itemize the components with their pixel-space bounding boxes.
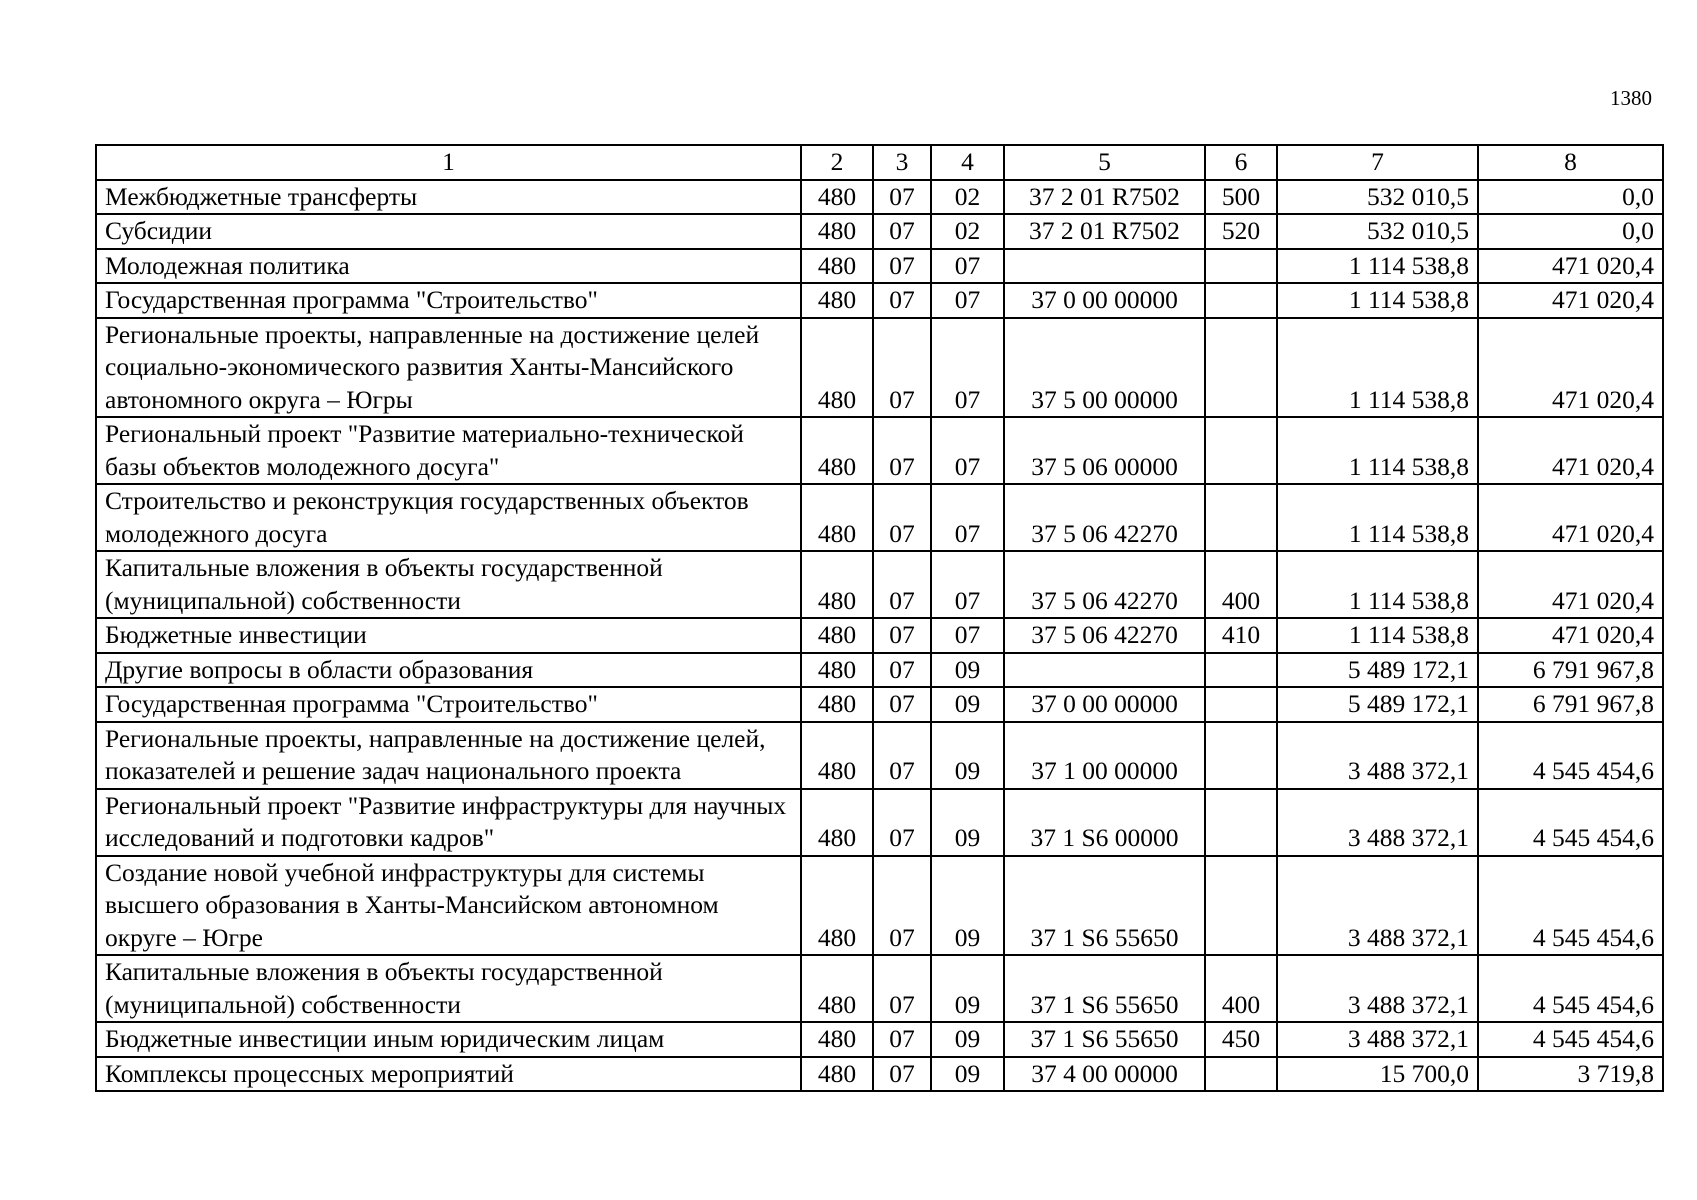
- cell-col6: [1205, 653, 1277, 688]
- table-row: [96, 722, 1663, 789]
- cell-col2: 480: [801, 856, 873, 956]
- cell-col3: 07: [873, 484, 931, 551]
- table-body: [96, 145, 1663, 1091]
- cell-col4: 07: [931, 417, 1004, 484]
- cell-col7: 5 489 172,1: [1277, 687, 1478, 722]
- cell-col4: 07: [931, 618, 1004, 653]
- cell-col3: 07: [873, 653, 931, 688]
- cell-col2: 480: [801, 955, 873, 1022]
- cell-col7: 5 489 172,1: [1277, 653, 1478, 688]
- cell-name: Субсидии: [96, 214, 801, 249]
- cell-col3: 07: [873, 687, 931, 722]
- cell-col6: 400: [1205, 551, 1277, 618]
- cell-col5: 37 2 01 R7502: [1004, 214, 1205, 249]
- cell-col7: 3 488 372,1: [1277, 1022, 1478, 1057]
- cell-name: Бюджетные инвестиции: [96, 618, 801, 653]
- page-number: 1380: [1610, 86, 1652, 110]
- cell-col3: 07: [873, 318, 931, 418]
- table-row: [96, 551, 1663, 618]
- table-row: [96, 484, 1663, 551]
- table-row: [96, 1057, 1663, 1092]
- cell-col7: 3 488 372,1: [1277, 955, 1478, 1022]
- cell-col8: 6 791 967,8: [1478, 653, 1663, 688]
- cell-col4: 02: [931, 214, 1004, 249]
- table-row: [96, 618, 1663, 653]
- cell-col7: 15 700,0: [1277, 1057, 1478, 1092]
- cell-col3: 07: [873, 1057, 931, 1092]
- table-row: [96, 417, 1663, 484]
- cell-col5: 37 4 00 00000: [1004, 1057, 1205, 1092]
- cell-col2: 480: [801, 1057, 873, 1092]
- cell-col8: 4 545 454,6: [1478, 1022, 1663, 1057]
- cell-col2: 480: [801, 318, 873, 418]
- header-cell-6: 6: [1205, 145, 1277, 180]
- cell-col3: 07: [873, 417, 931, 484]
- cell-col5: 37 1 00 00000: [1004, 722, 1205, 789]
- cell-col4: 07: [931, 283, 1004, 318]
- cell-col6: 520: [1205, 214, 1277, 249]
- cell-col2: 480: [801, 249, 873, 284]
- cell-col6: [1205, 722, 1277, 789]
- cell-col3: 07: [873, 856, 931, 956]
- cell-col4: 07: [931, 249, 1004, 284]
- cell-col4: 09: [931, 789, 1004, 856]
- cell-name: Бюджетные инвестиции иным юридическим лицам: [96, 1022, 801, 1057]
- cell-col5: [1004, 249, 1205, 284]
- cell-col4: 02: [931, 180, 1004, 215]
- cell-name: Молодежная политика: [96, 249, 801, 284]
- cell-col5: 37 5 06 42270: [1004, 484, 1205, 551]
- cell-col7: 532 010,5: [1277, 214, 1478, 249]
- cell-col5: 37 5 00 00000: [1004, 318, 1205, 418]
- cell-col5: 37 1 S6 55650: [1004, 1022, 1205, 1057]
- table-row: [96, 1022, 1663, 1057]
- cell-col2: 480: [801, 618, 873, 653]
- cell-col7: 1 114 538,8: [1277, 618, 1478, 653]
- cell-col2: 480: [801, 180, 873, 215]
- cell-col5: [1004, 653, 1205, 688]
- cell-col2: 480: [801, 653, 873, 688]
- table-row: [96, 180, 1663, 215]
- cell-col5: 37 1 S6 00000: [1004, 789, 1205, 856]
- cell-col8: 471 020,4: [1478, 283, 1663, 318]
- cell-col6: [1205, 856, 1277, 956]
- cell-col6: [1205, 687, 1277, 722]
- cell-col7: 1 114 538,8: [1277, 249, 1478, 284]
- cell-col4: 07: [931, 484, 1004, 551]
- cell-col2: 480: [801, 484, 873, 551]
- cell-col4: 09: [931, 687, 1004, 722]
- cell-name: Капитальные вложения в объекты государственной (муниципальной) собственности: [96, 551, 801, 618]
- cell-col3: 07: [873, 618, 931, 653]
- table-row: [96, 856, 1663, 956]
- cell-name: Другие вопросы в области образования: [96, 653, 801, 688]
- header-cell-4: 4: [931, 145, 1004, 180]
- cell-col6: [1205, 484, 1277, 551]
- cell-col4: 09: [931, 1057, 1004, 1092]
- cell-col8: 6 791 967,8: [1478, 687, 1663, 722]
- cell-col3: 07: [873, 551, 931, 618]
- cell-col6: 500: [1205, 180, 1277, 215]
- cell-col3: 07: [873, 955, 931, 1022]
- cell-col5: 37 2 01 R7502: [1004, 180, 1205, 215]
- cell-name: Строительство и реконструкция государственных объектов молодежного досуга: [96, 484, 801, 551]
- cell-col4: 07: [931, 551, 1004, 618]
- cell-col7: 3 488 372,1: [1277, 856, 1478, 956]
- cell-col8: 471 020,4: [1478, 551, 1663, 618]
- header-cell-8: 8: [1478, 145, 1663, 180]
- header-cell-7: 7: [1277, 145, 1478, 180]
- cell-col8: 3 719,8: [1478, 1057, 1663, 1092]
- table-row: [96, 653, 1663, 688]
- cell-col2: 480: [801, 283, 873, 318]
- cell-col8: 0,0: [1478, 180, 1663, 215]
- cell-col4: 09: [931, 856, 1004, 956]
- table-row: [96, 955, 1663, 1022]
- cell-col5: 37 5 06 42270: [1004, 551, 1205, 618]
- cell-col2: 480: [801, 417, 873, 484]
- cell-col8: 4 545 454,6: [1478, 856, 1663, 956]
- table-row: [96, 283, 1663, 318]
- cell-col2: 480: [801, 551, 873, 618]
- cell-name: Создание новой учебной инфраструктуры для системы высшего образования в Ханты-Мансийском автономном округе – Югре: [96, 856, 801, 956]
- table-row: [96, 249, 1663, 284]
- cell-col8: 4 545 454,6: [1478, 789, 1663, 856]
- header-cell-5: 5: [1004, 145, 1205, 180]
- cell-col7: 3 488 372,1: [1277, 789, 1478, 856]
- cell-col6: 410: [1205, 618, 1277, 653]
- cell-col6: 400: [1205, 955, 1277, 1022]
- cell-col6: [1205, 789, 1277, 856]
- cell-col6: [1205, 283, 1277, 318]
- cell-col3: 07: [873, 283, 931, 318]
- cell-col4: 09: [931, 955, 1004, 1022]
- cell-name: Государственная программа "Строительство": [96, 687, 801, 722]
- table-row: [96, 789, 1663, 856]
- cell-col3: 07: [873, 789, 931, 856]
- header-cell-3: 3: [873, 145, 931, 180]
- cell-col6: [1205, 249, 1277, 284]
- cell-name: Региональный проект "Развитие материально-технической базы объектов молодежного досуга": [96, 417, 801, 484]
- cell-col5: 37 1 S6 55650: [1004, 856, 1205, 956]
- cell-name: Региональные проекты, направленные на достижение целей социально-экономического развития Ханты-Мансийского автономного округа – Югры: [96, 318, 801, 418]
- cell-col4: 09: [931, 722, 1004, 789]
- cell-col8: 4 545 454,6: [1478, 955, 1663, 1022]
- cell-col2: 480: [801, 789, 873, 856]
- cell-col3: 07: [873, 1022, 931, 1057]
- cell-col3: 07: [873, 180, 931, 215]
- cell-col2: 480: [801, 1022, 873, 1057]
- cell-col3: 07: [873, 722, 931, 789]
- cell-col5: 37 1 S6 55650: [1004, 955, 1205, 1022]
- cell-col5: 37 5 06 00000: [1004, 417, 1205, 484]
- header-cell-1: 1: [96, 145, 801, 180]
- table-row: [96, 318, 1663, 418]
- cell-col6: [1205, 318, 1277, 418]
- header-cell-2: 2: [801, 145, 873, 180]
- cell-col4: 07: [931, 318, 1004, 418]
- cell-name: Региональный проект "Развитие инфраструктуры для научных исследований и подготовки кадров": [96, 789, 801, 856]
- cell-col7: 1 114 538,8: [1277, 318, 1478, 418]
- cell-col3: 07: [873, 214, 931, 249]
- cell-col8: 471 020,4: [1478, 618, 1663, 653]
- cell-col7: 1 114 538,8: [1277, 551, 1478, 618]
- cell-col8: 471 020,4: [1478, 249, 1663, 284]
- cell-col7: 532 010,5: [1277, 180, 1478, 215]
- cell-col3: 07: [873, 249, 931, 284]
- cell-col4: 09: [931, 1022, 1004, 1057]
- cell-name: Межбюджетные трансферты: [96, 180, 801, 215]
- cell-col2: 480: [801, 687, 873, 722]
- cell-name: Государственная программа "Строительство": [96, 283, 801, 318]
- cell-col8: 471 020,4: [1478, 484, 1663, 551]
- cell-col7: 1 114 538,8: [1277, 417, 1478, 484]
- cell-col7: 1 114 538,8: [1277, 484, 1478, 551]
- cell-col8: 0,0: [1478, 214, 1663, 249]
- cell-col7: 1 114 538,8: [1277, 283, 1478, 318]
- cell-name: Региональные проекты, направленные на достижение целей, показателей и решение задач национального проекта: [96, 722, 801, 789]
- cell-name: Капитальные вложения в объекты государственной (муниципальной) собственности: [96, 955, 801, 1022]
- cell-col8: 471 020,4: [1478, 318, 1663, 418]
- cell-col8: 4 545 454,6: [1478, 722, 1663, 789]
- budget-table: [95, 144, 1664, 1092]
- cell-col5: 37 0 00 00000: [1004, 283, 1205, 318]
- cell-col5: 37 0 00 00000: [1004, 687, 1205, 722]
- table-row: [96, 687, 1663, 722]
- cell-col6: 450: [1205, 1022, 1277, 1057]
- cell-col5: 37 5 06 42270: [1004, 618, 1205, 653]
- cell-col2: 480: [801, 214, 873, 249]
- header-row: [96, 145, 1663, 180]
- cell-col7: 3 488 372,1: [1277, 722, 1478, 789]
- cell-col4: 09: [931, 653, 1004, 688]
- cell-col6: [1205, 1057, 1277, 1092]
- cell-col6: [1205, 417, 1277, 484]
- cell-col2: 480: [801, 722, 873, 789]
- cell-col8: 471 020,4: [1478, 417, 1663, 484]
- cell-name: Комплексы процессных мероприятий: [96, 1057, 801, 1092]
- table-row: [96, 214, 1663, 249]
